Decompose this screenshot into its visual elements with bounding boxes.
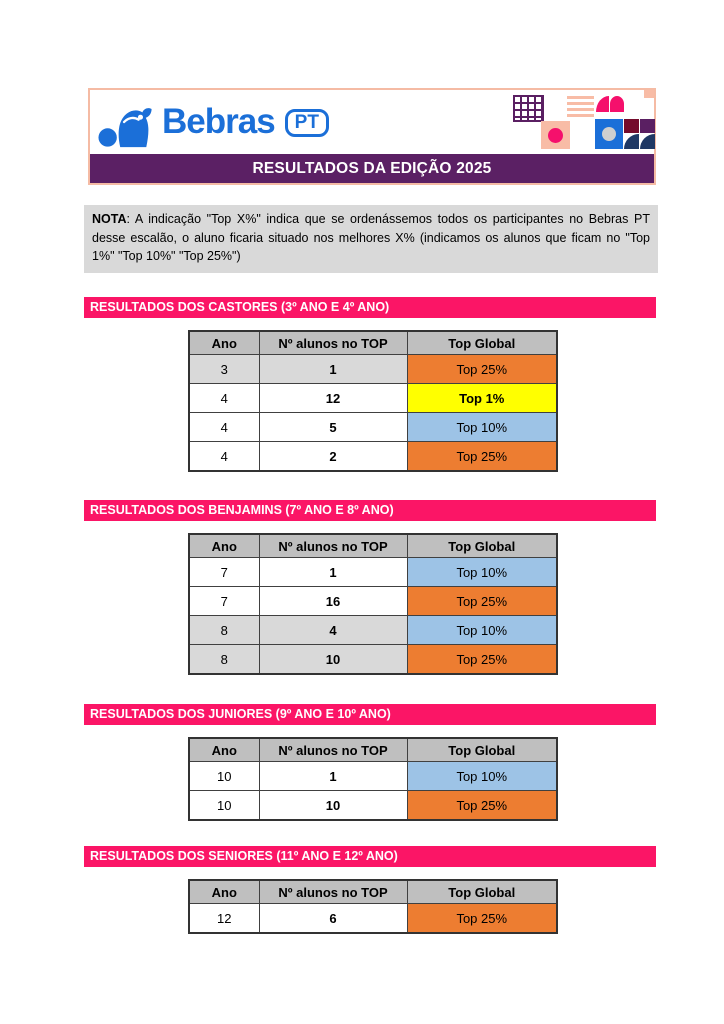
note-text: : A indicação "Top X%" indica que se ordenássemos todos os participantes no Bebras PT desse escalão, o aluno ficaria situado nos melhores X% (indicamos os alunos que ficam no "Top 1%" "Top 10%" "Top 25%") <box>92 212 650 263</box>
navy-fin-icon <box>624 134 639 149</box>
col-header-alunos: Nº alunos no TOP <box>259 534 407 558</box>
col-header-alunos: Nº alunos no TOP <box>259 880 407 904</box>
ano-cell: 4 <box>189 442 259 472</box>
ano-cell: 10 <box>189 791 259 821</box>
col-header-ano: Ano <box>189 534 259 558</box>
ano-cell: 4 <box>189 413 259 442</box>
purple-square-icon <box>640 119 655 133</box>
results-table <box>188 330 558 472</box>
results-table <box>188 879 558 934</box>
section-castores <box>84 297 656 472</box>
ano-cell: 3 <box>189 355 259 384</box>
top-global-cell: Top 25% <box>407 587 557 616</box>
table-row <box>189 616 557 645</box>
results-table <box>188 533 558 675</box>
col-header-top-global: Top Global <box>407 880 557 904</box>
pt-country-badge: PT <box>285 109 329 137</box>
alunos-cell: 5 <box>259 413 407 442</box>
dot-square-icon <box>541 121 570 149</box>
alunos-cell: 4 <box>259 616 407 645</box>
table-row <box>189 904 557 934</box>
alunos-cell: 10 <box>259 645 407 675</box>
col-header-alunos: Nº alunos no TOP <box>259 331 407 355</box>
col-header-alunos: Nº alunos no TOP <box>259 738 407 762</box>
col-header-top-global: Top Global <box>407 331 557 355</box>
table-row <box>189 442 557 472</box>
top-global-cell: Top 25% <box>407 442 557 472</box>
top-global-cell: Top 25% <box>407 355 557 384</box>
table-header-row <box>189 534 557 558</box>
header-box <box>88 88 656 185</box>
ano-cell: 10 <box>189 762 259 791</box>
maroon-square-icon <box>624 119 639 133</box>
bebras-logo <box>98 92 329 154</box>
ano-cell: 7 <box>189 558 259 587</box>
waffle-grid-icon <box>513 95 544 122</box>
table-row <box>189 762 557 791</box>
col-header-ano: Ano <box>189 738 259 762</box>
table-row <box>189 587 557 616</box>
pink-dome-icon <box>610 96 624 112</box>
table-row <box>189 645 557 675</box>
top-global-cell: Top 10% <box>407 558 557 587</box>
alunos-cell: 1 <box>259 558 407 587</box>
pink-fin-icon <box>596 96 609 112</box>
table-row <box>189 413 557 442</box>
top-global-cell: Top 1% <box>407 384 557 413</box>
section-title-bar <box>84 704 656 725</box>
alunos-cell: 10 <box>259 791 407 821</box>
ano-cell: 12 <box>189 904 259 934</box>
circle-square-icon <box>595 119 623 149</box>
col-header-ano: Ano <box>189 880 259 904</box>
section-title-bar <box>84 297 656 318</box>
section-title: RESULTADOS DOS CASTORES (3º ANO E 4º ANO) <box>90 300 390 314</box>
alunos-cell: 16 <box>259 587 407 616</box>
navy-fin-icon <box>640 134 655 149</box>
section-title: RESULTADOS DOS BENJAMINS (7º ANO E 8º ANO) <box>90 503 394 517</box>
ano-cell: 8 <box>189 645 259 675</box>
table-row <box>189 384 557 413</box>
top-global-cell: Top 10% <box>407 616 557 645</box>
section-title: RESULTADOS DOS JUNIORES (9º ANO E 10º ANO) <box>90 707 391 721</box>
bebras-beaver-icon <box>98 97 154 149</box>
brand-name: Bebras <box>162 101 275 141</box>
section-benjamins <box>84 500 656 675</box>
title-banner: RESULTADOS DA EDIÇÃO 2025 <box>90 154 654 183</box>
table-header-row <box>189 331 557 355</box>
ano-cell: 7 <box>189 587 259 616</box>
results-table <box>188 737 558 821</box>
top-global-cell: Top 25% <box>407 904 557 934</box>
stripes-icon <box>567 96 594 120</box>
alunos-cell: 1 <box>259 762 407 791</box>
table-header-row <box>189 738 557 762</box>
corner-salmon-icon <box>644 90 654 98</box>
section-title: RESULTADOS DOS SENIORES (11º ANO E 12º ANO) <box>90 849 398 863</box>
alunos-cell: 2 <box>259 442 407 472</box>
table-row <box>189 791 557 821</box>
alunos-cell: 12 <box>259 384 407 413</box>
table-row <box>189 355 557 384</box>
note-label: NOTA <box>92 212 127 226</box>
section-juniores <box>84 704 656 821</box>
top-global-cell: Top 25% <box>407 645 557 675</box>
top-global-cell: Top 10% <box>407 762 557 791</box>
alunos-cell: 1 <box>259 355 407 384</box>
section-seniores <box>84 846 656 934</box>
top-global-cell: Top 10% <box>407 413 557 442</box>
alunos-cell: 6 <box>259 904 407 934</box>
section-title-bar <box>84 846 656 867</box>
section-title-bar <box>84 500 656 521</box>
note-block <box>84 205 658 273</box>
ano-cell: 8 <box>189 616 259 645</box>
ano-cell: 4 <box>189 384 259 413</box>
table-row <box>189 558 557 587</box>
table-header-row <box>189 880 557 904</box>
col-header-top-global: Top Global <box>407 738 557 762</box>
top-global-cell: Top 25% <box>407 791 557 821</box>
col-header-ano: Ano <box>189 331 259 355</box>
col-header-top-global: Top Global <box>407 534 557 558</box>
